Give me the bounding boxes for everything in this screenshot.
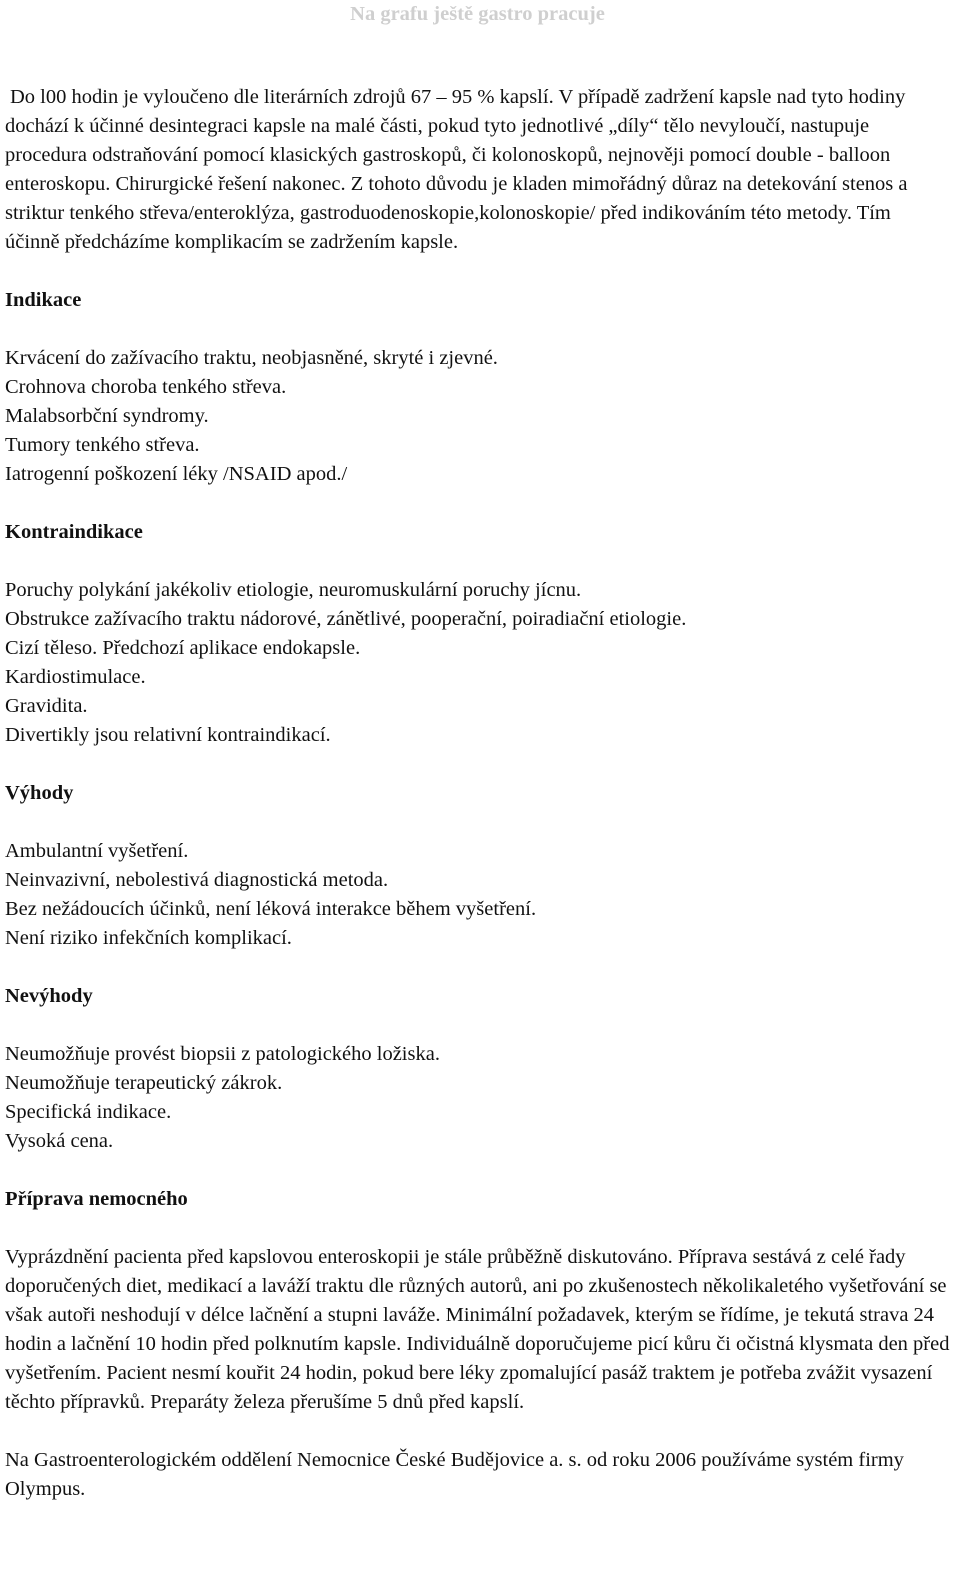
list-item: Ambulantní vyšetření. <box>5 840 189 862</box>
footer-paragraph: Na Gastroenterologickém oddělení Nemocnice České Budějovice a. s. od roku 2006 používáme systém firmy Olympus. <box>5 1449 904 1500</box>
list-item: Divertikly jsou relativní kontraindikací. <box>5 724 331 746</box>
list-item: Iatrogenní poškození léky /NSAID apod./ <box>5 463 348 485</box>
list-item: Krvácení do zažívacího traktu, neobjasněné, skryté i zjevné. <box>5 347 498 369</box>
list-item: Gravidita. <box>5 695 88 717</box>
list-item: Malabsorbční syndromy. <box>5 405 209 427</box>
list-item: Bez nežádoucích účinků, není léková interakce během vyšetření. <box>5 898 537 920</box>
list-item: Kardiostimulace. <box>5 666 146 688</box>
kontraindikace-list <box>5 576 950 750</box>
indikace-heading: Indikace <box>5 289 82 311</box>
list-item: Specifická indikace. <box>5 1101 172 1123</box>
list-item: Cizí těleso. Předchozí aplikace endokapsle. <box>5 637 361 659</box>
nevyhody-heading: Nevýhody <box>5 985 93 1007</box>
intro-section <box>5 83 950 257</box>
nevyhody-list <box>5 1040 950 1156</box>
priprava-heading: Příprava nemocného <box>5 1188 188 1210</box>
list-item: Není riziko infekčních komplikací. <box>5 927 292 949</box>
page-header-title: Na grafu ještě gastro pracuje <box>350 3 605 25</box>
kontraindikace-heading: Kontraindikace <box>5 521 143 543</box>
list-item: Poruchy polykání jakékoliv etiologie, neuromuskulární poruchy jícnu. <box>5 579 582 601</box>
intro-paragraph: Do l00 hodin je vyloučeno dle literárních zdrojů 67 – 95 % kapslí. V případě zadržení kapsle nad tyto hodiny dochází k účinné desintegraci kapsle na malé části, pokud tyto jednotlivé „díly“ tělo nevyloučí, nastupuje procedura odstraňování pomocí klasických gastroskopů, či kolonoskopů, nejnověji pomocí double - balloon enteroskopu. Chirurgické řešení nakonec. Z tohoto důvodu je kladen mimořádný důraz na detekování stenos a striktur tenkého střeva/enteroklýza, gastroduodenoskopie,kolonoskopie/ před indikováním této metody. Tím účinně předcházíme komplikacím se zadržením kapsle. <box>5 86 908 253</box>
list-item: Tumory tenkého střeva. <box>5 434 200 456</box>
document-page <box>5 0 950 1504</box>
list-item: Crohnova choroba tenkého střeva. <box>5 376 287 398</box>
priprava-paragraph: Vyprázdnění pacienta před kapslovou enteroskopii je stále průběžně diskutováno. Příprava sestává z celé řady doporučených diet, medikací a laváží traktu dle různých autorů, ani po zkušenostech několikaletého vyšetřování se však autoři neshodují v délce lačnění a stupni laváže. Minimální požadavek, kterým se řídíme, je tekutá strava 24 hodin a lačnění 10 hodin před polknutím kapsle. Individuálně doporučujeme picí kůru či očistná klysmata den před vyšetřením. Pacient nesmí kouřit 24 hodin, pokud bere léky zpomalující pasáž traktem je potřeba zvážit vysazení těchto přípravků. Preparáty železa přerušíme 5 dnů před kapslí. <box>5 1246 950 1413</box>
vyhody-heading: Výhody <box>5 782 74 804</box>
vyhody-list <box>5 837 950 953</box>
list-item: Obstrukce zažívacího traktu nádorové, zánětlivé, pooperační, poiradiační etiologie. <box>5 608 687 630</box>
list-item: Neumožňuje terapeutický zákrok. <box>5 1072 283 1094</box>
indikace-list <box>5 344 950 489</box>
list-item: Neumožňuje provést biopsii z patologického ložiska. <box>5 1043 440 1065</box>
list-item: Neinvazivní, nebolestivá diagnostická metoda. <box>5 869 389 891</box>
list-item: Vysoká cena. <box>5 1130 114 1152</box>
